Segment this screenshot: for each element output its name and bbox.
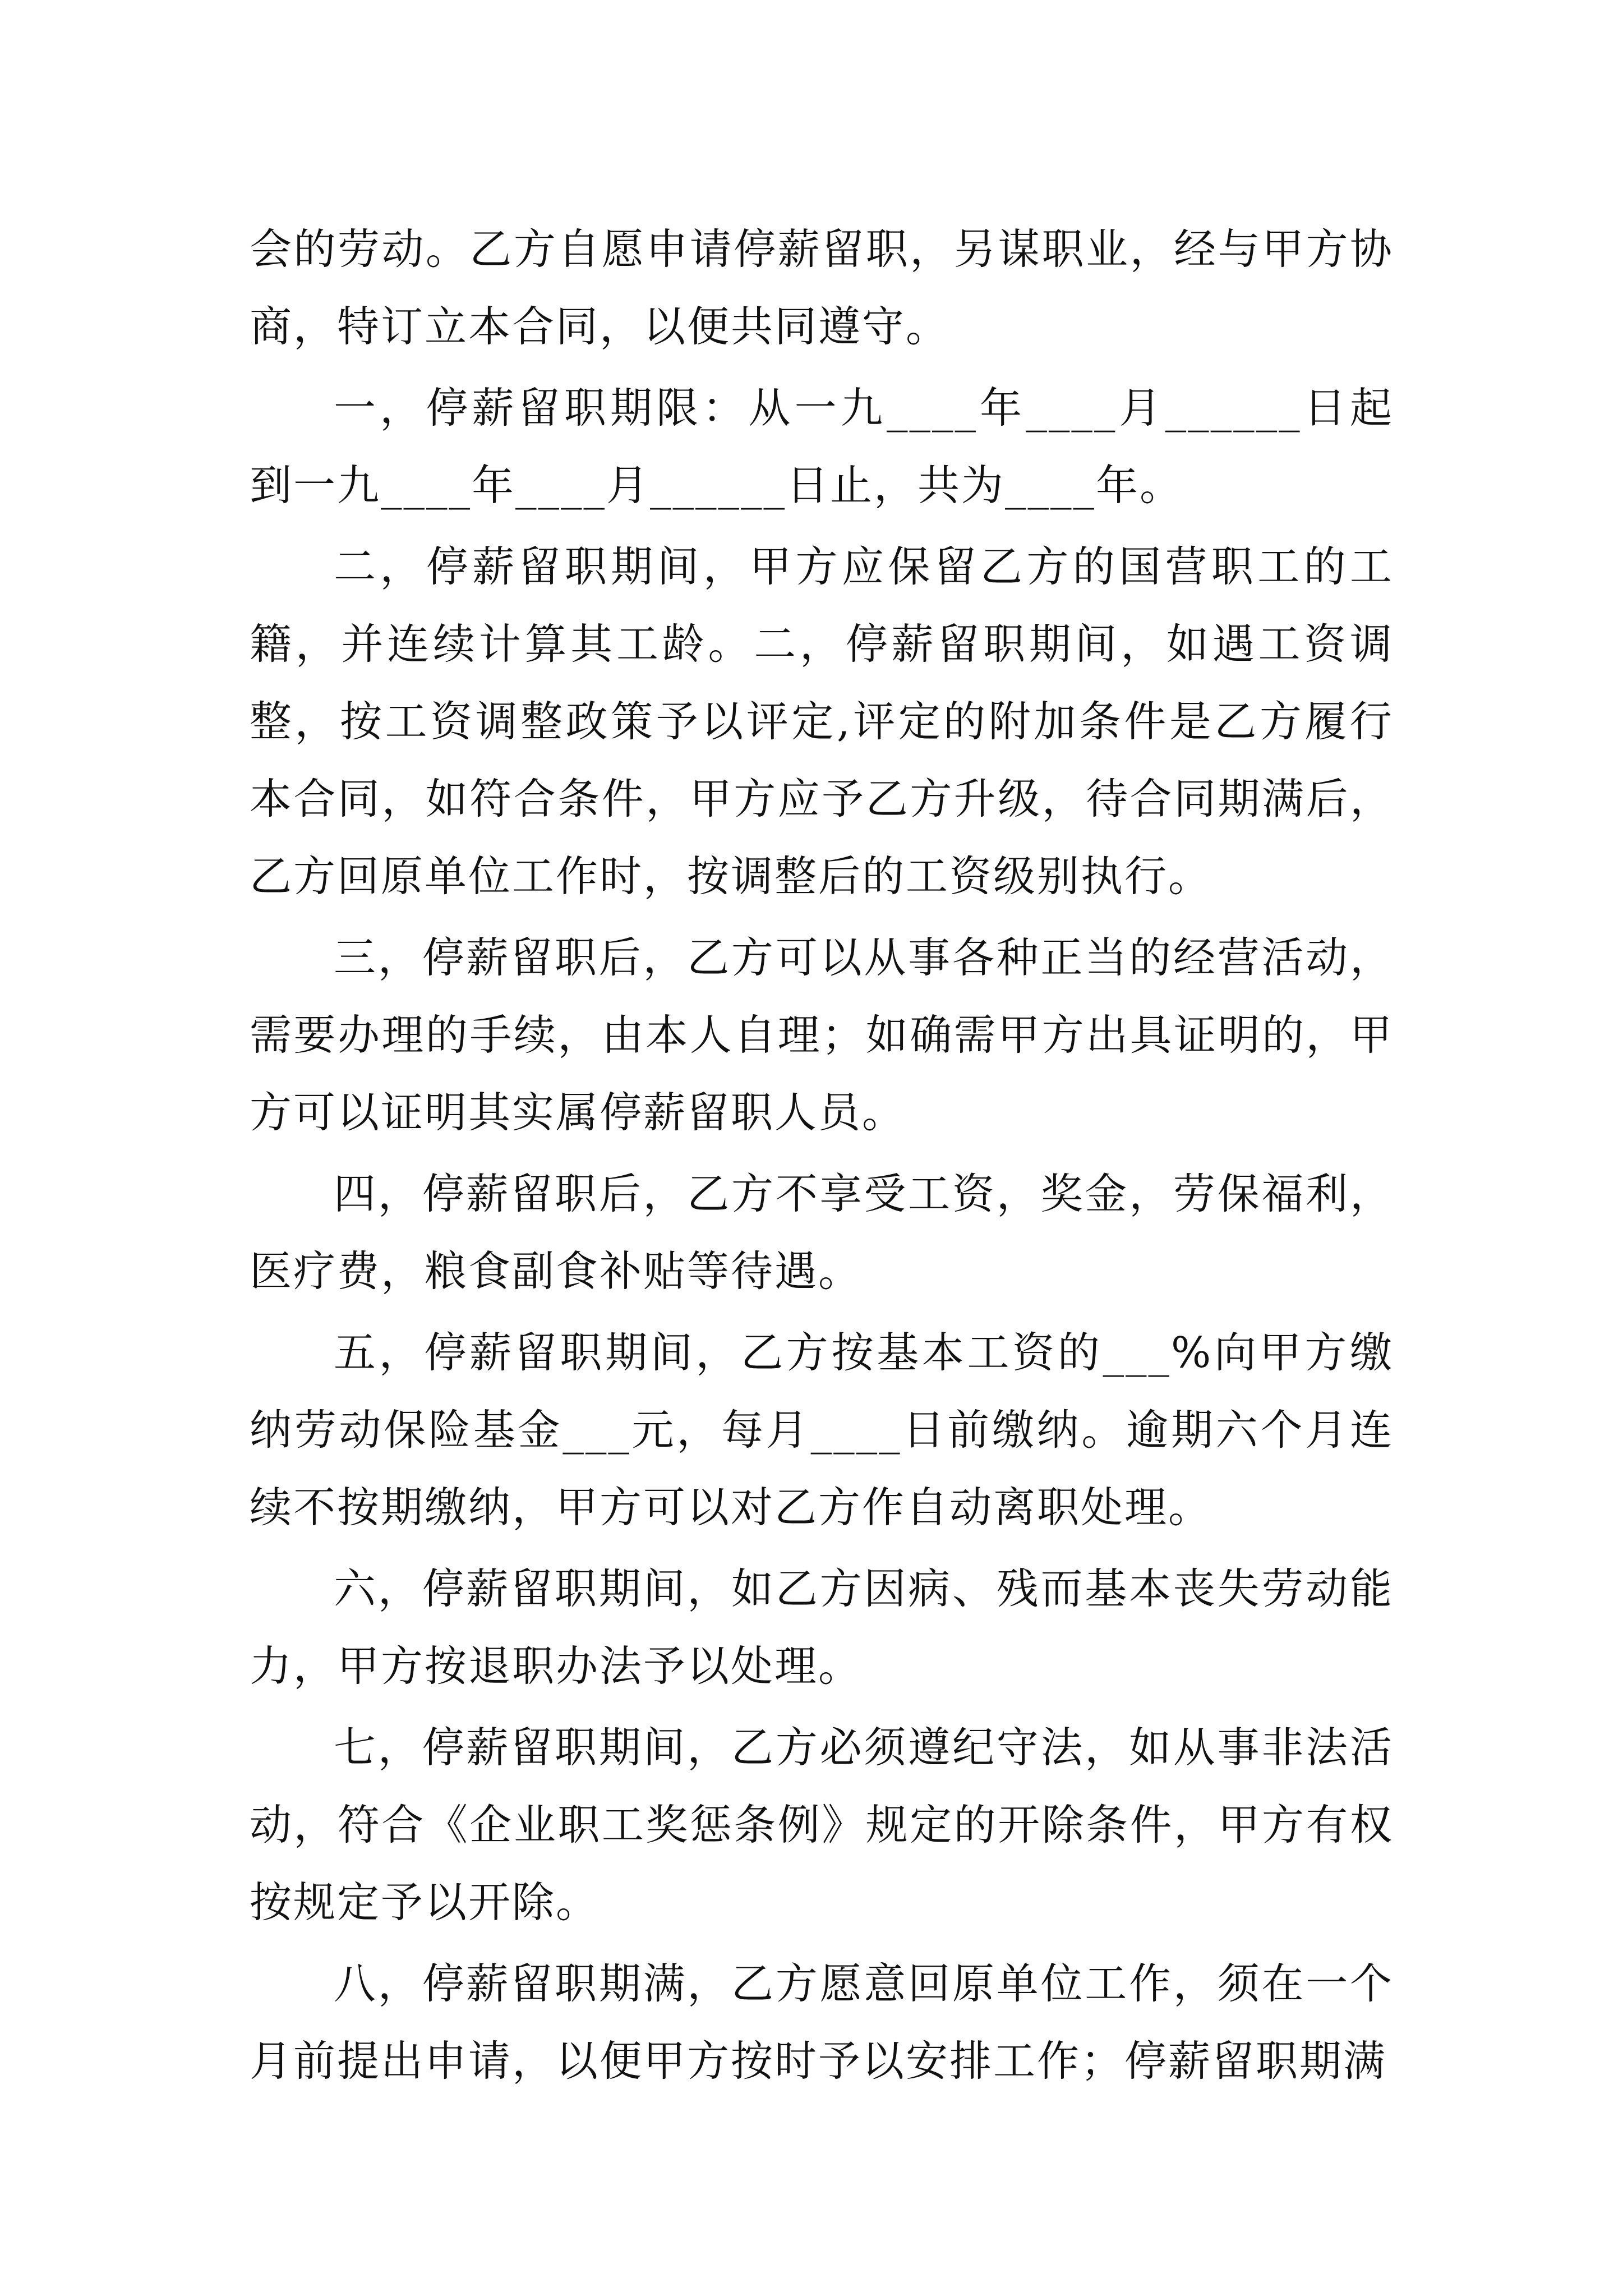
paragraph-clause-1: 一，停薪留职期限：从一九____年____月______日起到一九____年____月______日止，共为____年。 [250, 383, 1394, 510]
paragraph-clause-3: 三，停薪留职后，乙方可以从事各种正当的经营活动，需要办理的手续，由本人自理；如确需甲方出具证明的，甲方可以证明其实属停薪留职人员。 [250, 933, 1394, 1137]
paragraph-clause-2: 二，停薪留职期间，甲方应保留乙方的国营职工的工籍，并连续计算其工龄。二，停薪留职期间，如遇工资调整，按工资调整政策予以评定,评定的附加条件是乙方履行本合同，如符合条件，甲方应予乙方升级，待合同期满后，乙方回原单位工作时，按调整后的工资级别执行。 [250, 542, 1394, 901]
paragraph-clause-7: 七，停薪留职期间，乙方必须遵纪守法，如从事非法活动，符合《企业职工奖惩条例》规定的开除条件，甲方有权按规定予以开除。 [250, 1723, 1394, 1927]
paragraph-intro: 会的劳动。乙方自愿申请停薪留职，另谋职业，经与甲方协商，特订立本合同，以便共同遵守。 [250, 224, 1394, 351]
paragraph-clause-4: 四，停薪留职后，乙方不享受工资，奖金，劳保福利，医疗费，粮食副食补贴等待遇。 [250, 1169, 1394, 1296]
document-body [250, 210, 1394, 2104]
paragraph-clause-8: 八，停薪留职期满，乙方愿意回原单位工作，须在一个月前提出申请，以便甲方按时予以安排工作；停薪留职期满 [250, 1959, 1394, 2086]
paragraph-clause-5: 五，停薪留职期间，乙方按基本工资的___%向甲方缴纳劳动保险基金___元，每月____日前缴纳。逾期六个月连续不按期缴纳，甲方可以对乙方作自动离职处理。 [250, 1328, 1394, 1532]
paragraph-clause-6: 六，停薪留职期间，如乙方因病、残而基本丧失劳动能力，甲方按退职办法予以处理。 [250, 1564, 1394, 1691]
